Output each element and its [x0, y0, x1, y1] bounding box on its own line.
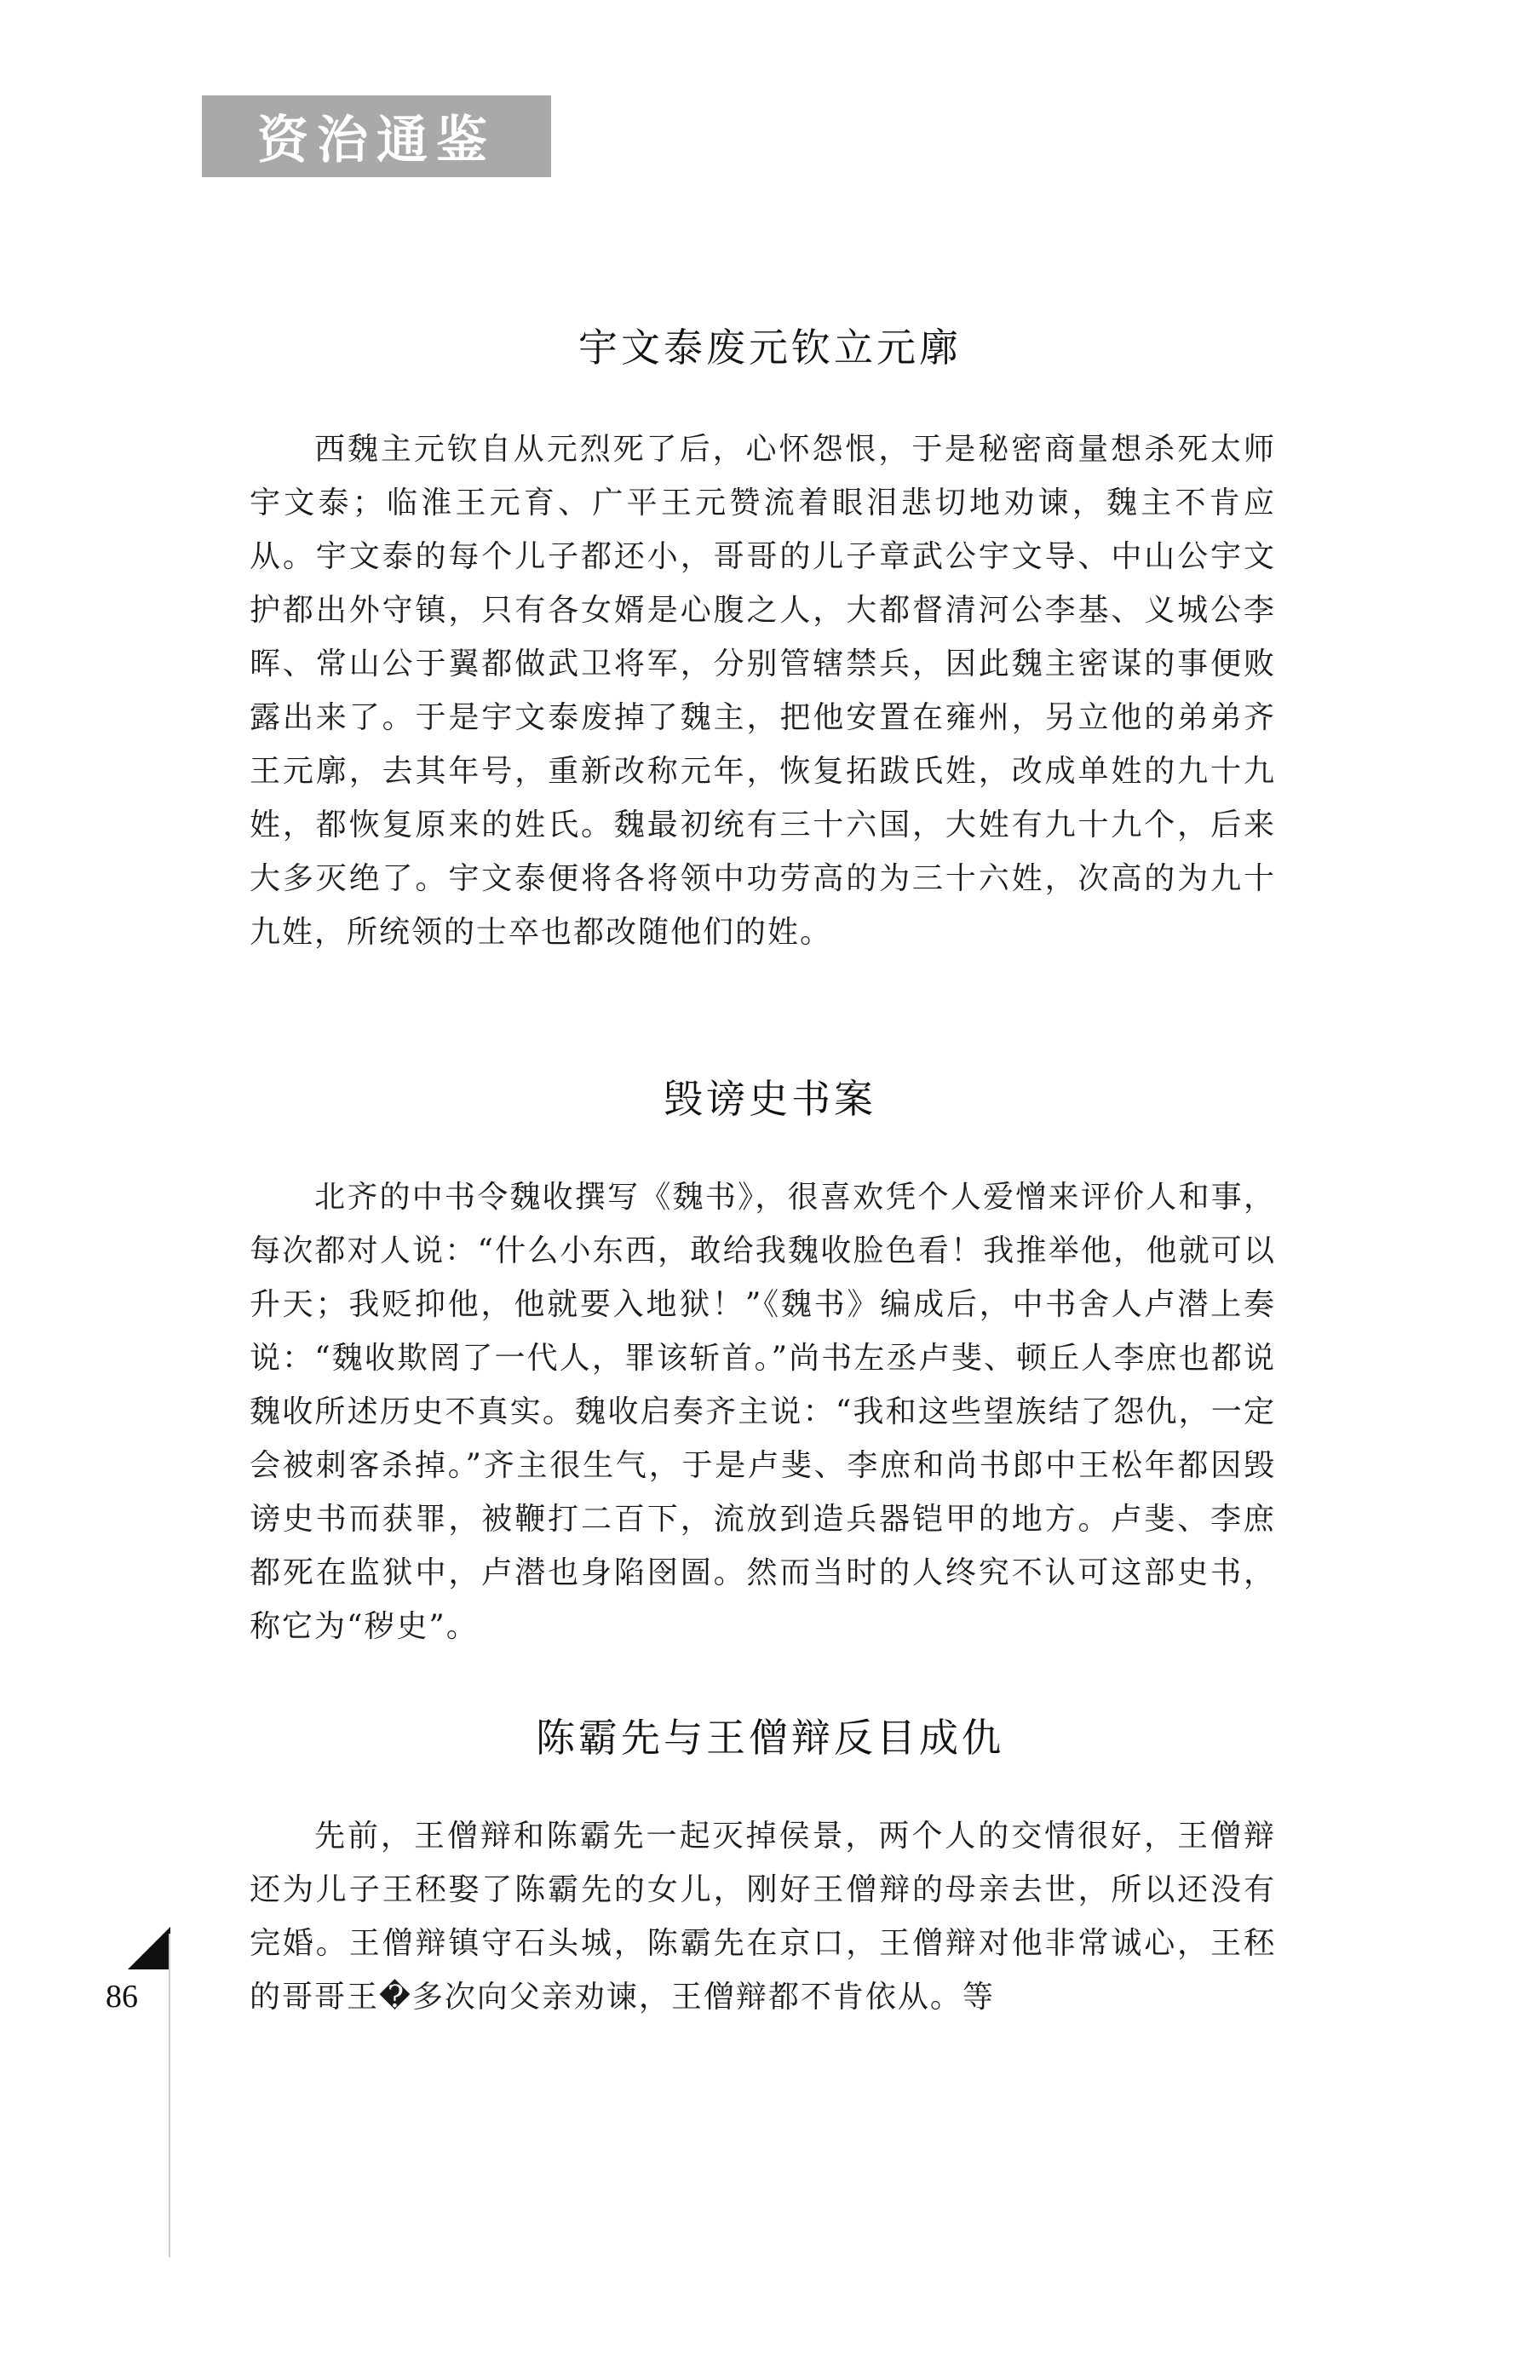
- section-title: 毁谤史书案: [664, 1076, 876, 1122]
- page-number: 86: [106, 1979, 138, 2015]
- section-paragraph: 北齐的中书令魏收撰写《魏书》，很喜欢凭个人爱憎来评价人和事，每次都对人说：“什么小东西，敢给我魏收脸色看！我推举他，他就可以升天；我贬抑他，他就要入地狱！”《魏书》编成后，中书舍人卢潜上奏说：“魏收欺罔了一代人，罪该斩首。”尚书左丞卢斐、顿丘人李庶也都说魏收所述历史不真实。魏收启奏齐主说：“我和这些望族结了怨仇，一定会被刺客杀掉。”齐主很生气，于是卢斐、李庶和尚书郎中王松年都因毁谤史书而获罪，被鞭打二百下，流放到造兵器铠甲的地方。卢斐、李庶都死在监狱中，卢潜也身陷囹圄。然而当时的人终究不认可这部史书，称它为“秽史”。: [250, 1180, 1276, 1644]
- book-title-badge: [202, 95, 551, 177]
- margin-rule: [169, 1934, 170, 2257]
- page-corner-mark: [128, 1927, 170, 1969]
- section-title: 宇文泰废元钦立元廓: [578, 325, 962, 371]
- section-title: 陈霸先与王僧辩反目成仇: [536, 1715, 1004, 1761]
- book-title: 资治通鉴: [257, 111, 496, 170]
- section-paragraph: 西魏主元钦自从元烈死了后，心怀怨恨，于是秘密商量想杀死太师宇文泰；临淮王元育、广平王元赞流着眼泪悲切地劝谏，魏主不肯应从。宇文泰的每个儿子都还小，哥哥的儿子章武公宇文导、中山公宇文护都出外守镇，只有各女婿是心腹之人，大都督清河公李基、义城公李晖、常山公于翼都做武卫将军，分别管辖禁兵，因此魏主密谋的事便败露出来了。于是宇文泰废掉了魏主，把他安置在雍州，另立他的弟弟齐王元廓，去其年号，重新改称元年，恢复拓跋氏姓，改成单姓的九十九姓，都恢复原来的姓氏。魏最初统有三十六国，大姓有九十九个，后来大多灭绝了。宇文泰便将各将领中功劳高的为三十六姓，次高的为九十九姓，所统领的士卒也都改随他们的姓。: [250, 432, 1276, 950]
- section-paragraph: 先前，王僧辩和陈霸先一起灭掉侯景，两个人的交情很好，王僧辩还为儿子王秠娶了陈霸先的女儿，刚好王僧辩的母亲去世，所以还没有完婚。王僧辩镇守石头城，陈霸先在京口，王僧辩对他非常诚心，王秠的哥哥王�多次向父亲劝谏，王僧辩都不肯依从。等: [250, 1819, 1276, 2015]
